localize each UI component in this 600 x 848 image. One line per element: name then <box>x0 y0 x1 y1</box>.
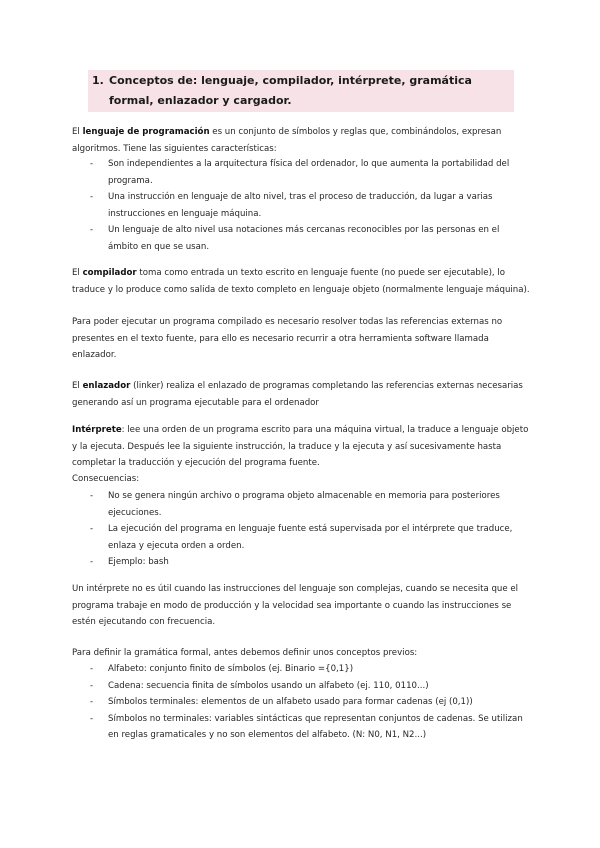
dash-marker: - <box>90 159 94 169</box>
lenguaje-prefix: El <box>72 127 83 137</box>
section-heading <box>88 70 514 112</box>
compilador-paragraph-2: Para poder ejecutar un programa compilado es necesario resolver todas las referencias externas no presentes en el texto fuente, para ello es necesario recurrir a otra herramienta software llamada enlazador. <box>72 317 503 360</box>
consecuencias-label: Consecuencias: <box>72 474 140 484</box>
heading-text: Conceptos de: lenguaje, compilador, intérprete, gramática formal, enlazador y cargador. <box>109 74 472 107</box>
list-item-text: Símbolos terminales: elementos de un alfabeto usado para formar cadenas (ej (0,1)) <box>108 697 473 707</box>
interprete-term: Intérprete <box>72 425 122 435</box>
list-item-text: No se genera ningún archivo o programa objeto almacenable en memoria para posteriores ejecuciones. <box>108 491 500 518</box>
enlazador-prefix: El <box>72 381 83 391</box>
dash-marker: - <box>90 713 94 724</box>
lenguaje-bullets <box>72 156 530 255</box>
dash-marker: - <box>90 697 94 707</box>
interprete-bullets <box>72 488 530 571</box>
interprete-text: : lee una orden de un programa escrito para una máquina virtual, la traduce a lenguaje objeto y la ejecuta. Después lee la siguiente instrucción, la traduce y la ejecuta y así sucesivamente hasta completar la traducción y ejecución del programa fuente. <box>72 425 529 468</box>
list-item-text: Símbolos no terminales: variables sintácticas que representan conjuntos de cadenas. Se utilizan en reglas gramaticales y no son elementos del alfabeto. (N: N0, N1, N2...) <box>108 713 523 740</box>
list-item-text: Cadena: secuencia finita de símbolos usando un alfabeto (ej. 110, 0110...) <box>108 680 429 691</box>
gramatica-bullets <box>72 661 530 744</box>
list-item <box>72 694 530 711</box>
list-item <box>72 678 530 695</box>
compilador-prefix: El <box>72 268 83 278</box>
dash-marker: - <box>90 524 94 534</box>
enlazador-term: enlazador <box>82 381 131 391</box>
dash-marker: - <box>90 192 94 202</box>
dash-marker: - <box>90 664 94 674</box>
list-item <box>72 488 530 521</box>
lenguaje-paragraph <box>72 124 530 157</box>
list-item <box>72 661 530 678</box>
lenguaje-text: es un conjunto de símbolos y reglas que, combinándolos, expresan algoritmos. Tiene las siguientes características: <box>72 127 502 154</box>
interprete-paragraph <box>72 422 530 472</box>
list-item-text: La ejecución del programa en lenguaje fuente está supervisada por el intérprete que traduce, enlaza y ejecuta orden a orden. <box>108 524 513 551</box>
list-item <box>72 554 530 571</box>
compilador-term: compilador <box>82 268 137 278</box>
list-item-text: Son independientes a la arquitectura física del ordenador, lo que aumenta la portabilidad del programa. <box>108 159 510 186</box>
gramatica-intro: Para definir la gramática formal, antes debemos definir unos conceptos previos: <box>72 648 418 658</box>
heading-number: 1. <box>92 74 104 87</box>
interprete-uso-paragraph: Un intérprete no es útil cuando las instrucciones del lenguaje son complejas, cuando se necesita que el programa trabaje en modo de producción y la velocidad sea importante o cuando las instrucciones se estén ejecutando con frecuencia. <box>72 584 519 627</box>
compilador-text: toma como entrada un texto escrito en lenguaje fuente (no puede ser ejecutable), lo traduce y lo produce como salida de texto completo en lenguaje objeto (normalmente lenguaje máquina). <box>72 268 530 295</box>
list-item <box>72 222 530 255</box>
enlazador-text: (linker) realiza el enlazado de programas completando las referencias externas necesarias generando así un programa ejecutable para el ordenador <box>72 381 523 408</box>
list-item-text: Ejemplo: bash <box>108 557 169 567</box>
list-item-text: Alfabeto: conjunto finito de símbolos (ej. Binario ={0,1}) <box>108 664 354 674</box>
lenguaje-term: lenguaje de programación <box>82 127 210 137</box>
list-item <box>72 521 530 554</box>
list-item-text: Una instrucción en lenguaje de alto nivel, tras el proceso de traducción, da lugar a varias instrucciones en lenguaje máquina. <box>108 192 493 219</box>
compilador-paragraph <box>72 265 530 298</box>
list-item <box>72 189 530 222</box>
dash-marker: - <box>90 680 94 691</box>
list-item-text: Un lenguaje de alto nivel usa notaciones más cercanas reconocibles por las personas en el ámbito en que se usan. <box>108 225 500 252</box>
enlazador-paragraph <box>72 378 530 411</box>
dash-marker: - <box>90 557 94 567</box>
list-item <box>72 711 530 744</box>
dash-marker: - <box>90 491 94 501</box>
dash-marker: - <box>90 225 94 235</box>
list-item <box>72 156 530 189</box>
